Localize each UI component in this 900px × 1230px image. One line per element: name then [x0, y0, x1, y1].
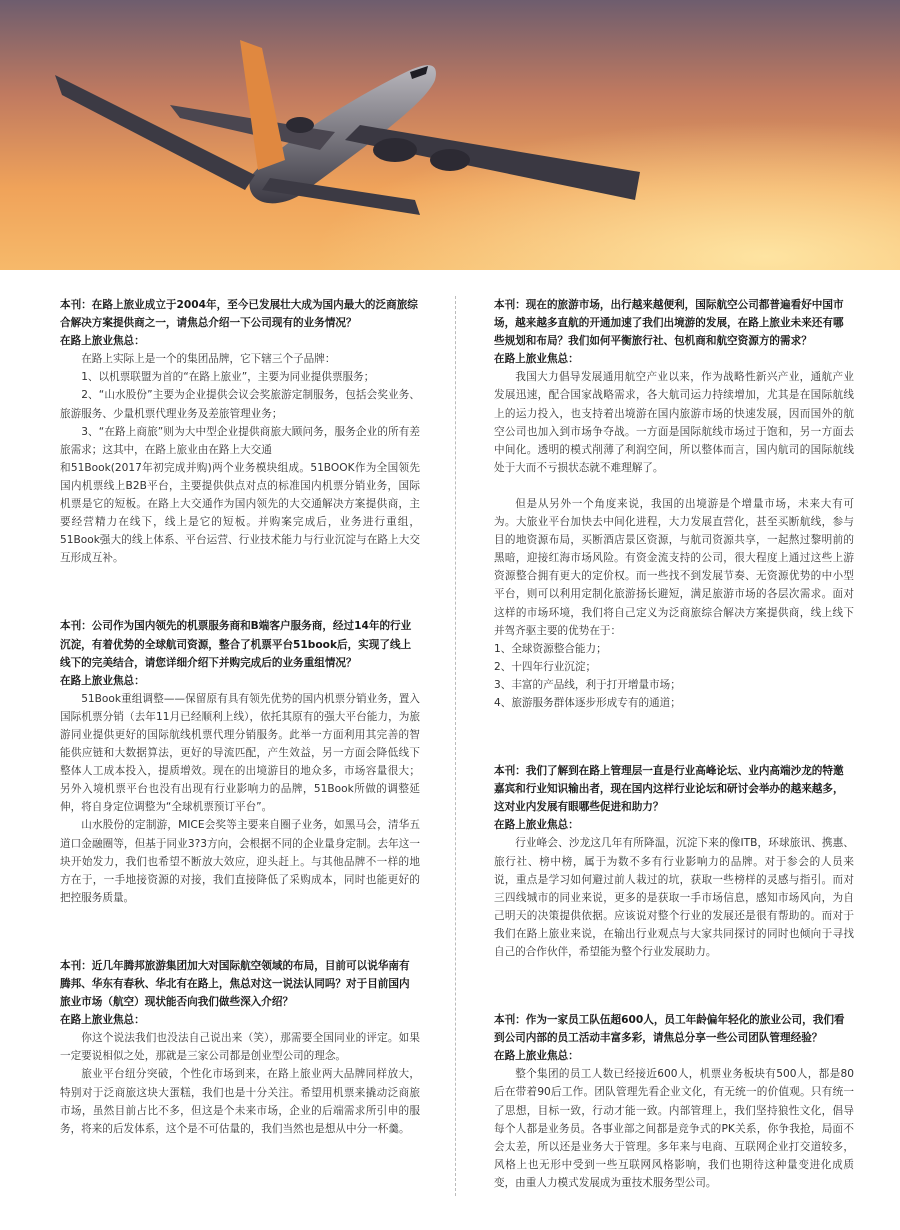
interview-section-4: [494, 296, 854, 712]
interview-section-2: [60, 617, 420, 907]
answer-paragraph: 2、“山水股份”主要为企业提供会议会奖旅游定制服务，包括会奖业务、旅游服务、少量机票代理业务及差旅管理业务；: [60, 389, 420, 420]
list-item: 4、旅游服务群体逐步形成专有的通道；: [494, 696, 681, 709]
interview-section-6: [494, 1011, 854, 1192]
interview-section-3: [60, 957, 420, 1138]
answer-paragraph: 山水股份的定制游，MICE会奖等主要来自圈子业务，如黑马会，清华五道口金融圈等，但基于同业3?3方向，会根据不同的企业量身定制。去年这一块开始发力，我们也希望不断放大效应，迎头赶上。与其他品牌不一样的地方在于，一手地接资源的对接，我们直接降低了采购成本，同时也能更好的把控服务质量。: [60, 819, 420, 904]
answer-label: 在路上旅业焦总：: [60, 335, 145, 348]
interview-section-1: [60, 296, 420, 567]
answer-paragraph: 和51Book(2017年初完成并购)两个业务模块组成。51BOOK作为全国领先国内机票线上B2B平台，主要提供供点对点的标准国内机票分销业务，国际机票是它的短板。在路上大交通作为国内领先的大交通解决方案提供商，主要经营精力在线下，线上是它的短板。并购案完成后，业务进行重组，51Book强大的线上体系、平台运营、行业技术能力与行业沉淀与在路上大交互形成互补。: [60, 461, 420, 565]
answer-label: 在路上旅业焦总：: [494, 353, 579, 366]
answer-paragraph: 你这个说法我们也没法自己说出来（笑），那需要全国同业的评定。如果一定要说相似之处，那就是三家公司都是创业型公司的理念。: [60, 1032, 420, 1063]
answer-label: 在路上旅业焦总：: [494, 1050, 579, 1063]
question: 本刊：现在的旅游市场，出行越来越便利，国际航空公司都普遍看好中国市场，越来越多直航的开通加速了我们出境游的发展，在路上旅业未来还有哪些规划和布局？我们如何平衡旅行社、包机商和航空资源方的需求？: [494, 299, 844, 348]
airplane-sunset-image: [0, 0, 900, 270]
question: 本刊：作为一家员工队伍超600人，员工年龄偏年轻化的旅业公司，我们看到公司内部的员工活动丰富多彩，请焦总分享一些公司团队管理经验？: [494, 1014, 845, 1045]
list-item: 3、丰富的产品线，利于打开增量市场；: [494, 678, 681, 691]
right-column: [494, 296, 854, 1192]
answer-paragraph: 在路上实际上是一个的集团品牌，它下辖三个子品牌：: [81, 353, 336, 366]
answer-paragraph: 我国大力倡导发展通用航空产业以来，作为战略性新兴产业，通航产业发展迅速，配合国家战略需求，各大航司运力持续增加，尤其是在国际航线上的运力投入，也支持着出境游在国内旅游市场的快速发展，因而国外的航空公司也加入到市场争夺战。一方面是国际航线市场过于饱和，另一方面去中间化。透明的模式削薄了利润空间，所以整体而言，国内航司的国际航线处于大而不亏损状态就不难理解了。: [494, 371, 854, 474]
answer-paragraph: 旅业平台纽分突破，个性化市场到来，在路上旅业两大品牌同样放大，特别对于泛商旅这块大蛋糕，我们也是十分关注。希望用机票来撬动泛商旅市场，虽然目前占比不多，但这是个未来市场，企业的后端需求所引申的服务，将来的后发体系，这个是不可估量的，我们当然也是想从中分一杯羹。: [60, 1068, 420, 1135]
answer-paragraph: 行业峰会、沙龙这几年有所降温，沉淀下来的像ITB，环球旅讯、携惠、旅行社、榜中榜，属于为数不多有行业影响力的品牌。对于参会的人员来说，重点是学习如何避过前人栽过的坑，获取一些榜样的灵感与指引。而对三四线城市的同业来说，更多的是获取一手市场信息，感知市场风向，为自己明天的决策提供依据。应该说对整个行业的发展还是很有帮助的。而对于我们在路上旅业来说，在输出行业观点与大家共同探讨的同时也倾向于寻找自己的合作伙伴，希望能为整个行业发展助力。: [494, 837, 854, 958]
answer-paragraph: 整个集团的员工人数已经接近600人，机票业务板块有500人，都是80后在带着90后工作。团队管理先看企业文化，有无统一的价值观。只有统一了思想，目标一致，行动才能一致。内部管理上，我们坚持狼性文化，倡导每个人都是业务员。各事业部之间都是竞争式的PK关系，你争我抢，局面不会太差，所以还是业务大于管理。多年来与电商、互联网企业打交道较多，风格上也无形中受到一些互联网风格影响，我们也期待这种量变进化成质变，由重人力模式发展成为重技术服务型公司。: [494, 1068, 854, 1189]
left-column: [60, 296, 420, 1138]
answer-label: 在路上旅业焦总：: [60, 674, 145, 687]
answer-paragraph: 但是从另外一个角度来说，我国的出境游是个增量市场，未来大有可为。大旅业平台加快去中间化进程，大力发展直营化，甚至买断航线，参与目的地资源布局，买断酒店景区资源，与航司资源共享，一起熬过黎明前的黑暗，迎接红海市场风险。有资金流支持的公司，很大程度上通过这些上游资源整合拥有更大的定价权。而一些找不到发展节奏、无资源优势的中小型平台，则可以利用定制化旅游扬长避短，满足旅游市场的各层次需求。面对这样的市场环境，我们将自己定义为泛商旅综合解决方案提供商，线上线下并驾齐驱主要的优势在于：: [494, 497, 854, 637]
interview-section-5: [494, 762, 854, 961]
answer-label: 在路上旅业焦总：: [494, 819, 579, 832]
question: 本刊：我们了解到在路上管理层一直是行业高峰论坛、业内高端沙龙的特邀嘉宾和行业知识输出者，现在国内这样行业论坛和研讨会举办的越来越多，这对业内发展有眼哪些促进和助力？: [494, 765, 844, 814]
list-item: 2、十四年行业沉淀；: [494, 660, 597, 673]
question: 本刊：公司作为国内领先的机票服务商和B端客户服务商，经过14年的行业沉淀，有着优势的全球航司资源，整合了机票平台51book后，实现了线上线下的完美结合，请您详细介绍下并购完成后的业务重组情况？: [60, 620, 412, 669]
answer-paragraph: 51Book重组调整——保留原有具有领先优势的国内机票分销业务，置入国际机票分销（去年11月已经顺利上线），依托其原有的强大平台能力，为旅游同业提供更好的国际航线机票代理分销服务。此举一方面利用其完善的智能供应链和大数据算法，更好的导流匹配，产生效益，另一方面会降低线下整体人工成本投入，提质增效。现在的出境游目的地众多，市场容量很大；另外入境机票平台也没有出现有行业影响力的品牌，51Book所做的调整延伸，将自身定位调整为“全球机票预订平台”。: [60, 692, 420, 814]
answer-paragraph: 3、“在路上商旅”则为大中型企业提供商旅大顾问务，服务企业的所有差旅需求；这其中，在路上旅业由在路上大交通: [60, 425, 420, 456]
list-item: 1、全球资源整合能力；: [494, 642, 607, 655]
question: 本刊：在路上旅业成立于2004年，至今已发展壮大成为国内最大的泛商旅综合解决方案提供商之一，请焦总介绍一下公司现有的业务情况？: [60, 299, 418, 330]
question: 本刊：近几年腾邦旅游集团加大对国际航空领域的布局，目前可以说华南有腾邦、华东有春秋、华北有在路上，焦总对这一说法认同吗？对于目前国内旅业市场（航空）现状能否向我们做些深入介绍？: [60, 959, 410, 1009]
hero-banner: [0, 0, 900, 270]
answer-label: 在路上旅业焦总：: [60, 1014, 145, 1027]
column-divider: [455, 296, 456, 1196]
answer-paragraph: 1、以机票联盟为首的“在路上旅业”，主要为同业提供票服务；: [81, 371, 375, 384]
